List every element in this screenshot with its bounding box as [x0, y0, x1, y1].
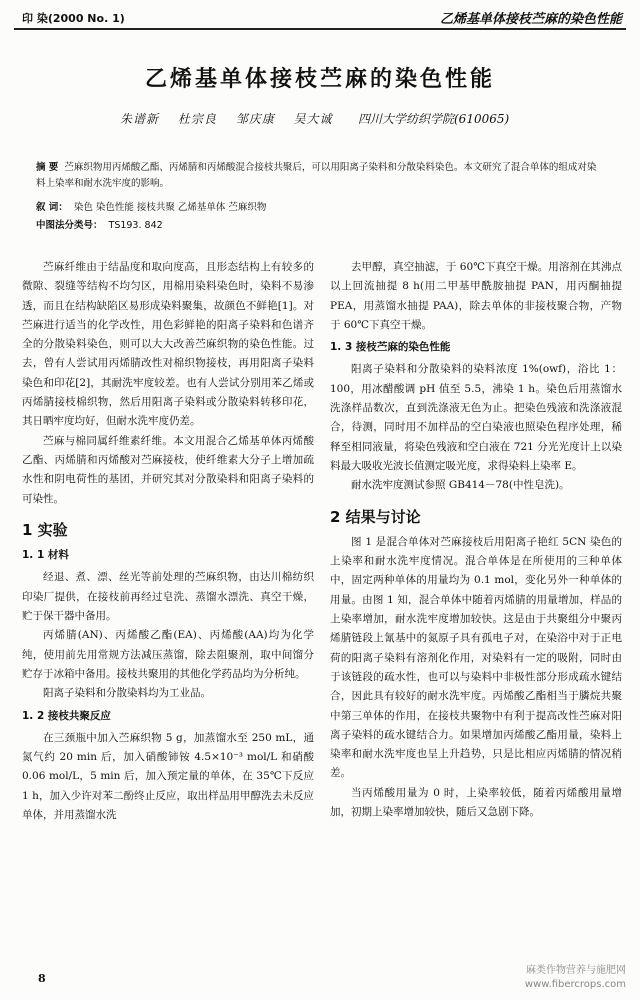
paragraph: 耐水洗牢度测试参照 GB414－78(中性皂洗)。: [351, 479, 570, 492]
paragraph: 阳离子染料和分散染料的染料浓度 1%(owf)，浴比 1：100，用冰醋酸调 pH 值至 5.5，沸染 1 h。染色后用蒸馏水洗涤样品数次，直到洗涤液无色为止。把染色残液和洗涤液混合，待测，同时用不加样品的空白染液也照染色程序处理，稀释至相同液量，将染色残液和空白液在 721 分光光度计上以染料最大吸收光波长值测定吸光度，求得染料上染率 E。: [330, 363, 622, 472]
subsection-heading: 1. 3 接枝苎麻的染色性能: [330, 341, 451, 354]
paper-title: 乙烯基单体接枝苎麻的染色性能: [144, 67, 495, 92]
keywords: [36, 200, 602, 216]
abstract: [36, 160, 602, 192]
author: 邹庆康: [235, 112, 275, 126]
subsection-heading: 1. 2 接枝共聚反应: [22, 709, 111, 722]
section-heading: 1 实验: [22, 520, 68, 539]
abstract-text: 苎麻织物用丙烯酸乙酯、丙烯腈和丙烯酸混合接枝共聚后，可以用阳离子染料和分散染料染色。本文研究了混合单体的组成对染料上染率和耐水洗牢度的影响。: [36, 162, 597, 189]
author: 杜宗良: [177, 112, 217, 126]
running-title: 乙烯基单体接枝苎麻的染色性能: [439, 12, 622, 27]
paragraph: 当丙烯酸用量为 0 时，上染率较低，随着丙烯酸用量增加，初期上染率增加较快，随后又急剧下降。: [330, 786, 622, 819]
page-number: 8: [38, 972, 46, 985]
running-header: [14, 6, 626, 30]
paragraph: 去甲醇，真空抽滤，于 60℃下真空干燥。用溶剂在其沸点以上回流抽提 8 h(用二甲基甲酰胺抽提 PAN，用丙酮抽提 PEA，用蒸馏水抽提 PAA)，除去单体的非接枝聚合物，产物于 60℃下真空干燥。: [330, 261, 622, 331]
journal-issue: 印 染(2000 No. 1): [22, 12, 125, 25]
watermark: [525, 964, 626, 992]
watermark-title: 麻类作物营养与施肥网: [526, 965, 626, 976]
paragraph: 丙烯腈(AN)、丙烯酸乙酯(EA)、丙烯酸(AA)均为化学纯，使用前先用常规方法减压蒸馏，除去阻聚剂，取中间馏分贮存于冰箱中备用。接枝共聚用的其他化学药品均为分析纯。: [22, 629, 314, 680]
author: 吴大诚: [293, 112, 333, 126]
keywords-text: 染色 染色性能 接枝共聚 乙烯基单体 苎麻织物: [73, 202, 267, 213]
abstract-label: 摘 要: [36, 162, 59, 173]
paragraph: 苎麻与棉同属纤维素纤维。本文用混合乙烯基单体丙烯酸乙酯、丙烯腈和丙烯酸对苎麻接枝，使纤维素大分子上增加疏水性和阴电荷性的基团，并研究其对分散染料和阳离子染料的可染性。: [22, 434, 314, 505]
right-column: [330, 258, 622, 822]
classification-label: 中图法分类号：: [36, 220, 103, 231]
paragraph: 在三颈瓶中加入苎麻织物 5 g，加蒸馏水至 250 mL，通氮气约 20 min 后，加入硝酸铈铵 4.5×10⁻³ mol/L 和硝酸 0.06 mol/L，5 min 后，加入预定量的单体，在 35℃下反应 1 h，加入少许对苯二酚终止反应，取出样品用甲醇洗去未反应单体，并用蒸馏水洗: [22, 731, 314, 822]
paragraph: 苎麻纤维由于结晶度和取向度高，且形态结构上有较多的微隙、裂缝等结构不均匀区，用棉用染料染色时，染料不易渗透，而且在结构缺陷区易形成染料聚集，故颜色不鲜艳[1]。对苎麻进行适当的化学改性，用色彩鲜艳的阳离子染料和色谱齐全的分散染料染色，则可以大大改善苎麻织物的染色性能。过去，曾有人尝试用丙烯腈改性对棉织物接枝，再用阳离子染料染色和印花[2]，其耐洗牢度较差。也有人尝试分别用苯乙烯或丙烯腈接枝棉织物，然后用阳离子染料或分散染料转移印花，其日晒牢度均好，但耐水洗牢度仍差。: [22, 261, 314, 428]
affiliation: 四川大学纺织学院(610065): [358, 112, 510, 126]
paragraph: 经退、煮、漂、丝光等前处理的苎麻织物，由达川棉纺织印染厂提供，在接枝前再经过皂洗、蒸馏水漂洗、真空干燥，贮于保干器中备用。: [22, 571, 314, 623]
section-heading: 2 结果与讨论: [330, 507, 421, 526]
author-list: [120, 110, 347, 127]
classification: [36, 218, 602, 234]
paragraph: 图 1 是混合单体对苎麻接枝后用阳离子艳红 5CN 染色的上染率和耐水洗牢度情况。混合单体是在所使用的三种单体中，固定两种单体的用量均为 0.1 mol，变化另外一种单体的用量。由图 1 知，混合单体中随着丙烯腈的用量增加，样品的上染率增加，耐水洗牢度增加较快。这是由于共聚组分中聚丙烯腈链段上氰基中的氮原子具有孤电子对，在染浴中对于正电荷的阳离子染料有溶剂化作用，对染料有一定的吸附，同时由于该链段的疏水性，也可以与染料中非极性部分形成疏水键结合，因此具有较好的耐水洗牢度。丙烯酸乙酯相当于膦烷共聚中第三单体的作用，在接枝共聚物中有利于提高改性苎麻对阳离子染料的疏水键结合力。如果增加丙烯酸乙酯用量，染料上染率和耐水洗牢度也呈上升趋势，只是比相应丙烯腈的情况稍差。: [330, 535, 622, 780]
watermark-url: www.fibercrops.com: [524, 979, 626, 990]
classification-value: TS193. 842: [108, 220, 163, 231]
subsection-heading: 1. 1 材料: [22, 549, 69, 562]
keywords-label: 叙 词：: [36, 202, 68, 213]
left-column: [22, 258, 314, 825]
author: 朱谱新: [120, 112, 160, 126]
paragraph: 阳离子染料和分散染料均为工业品。: [43, 687, 211, 700]
